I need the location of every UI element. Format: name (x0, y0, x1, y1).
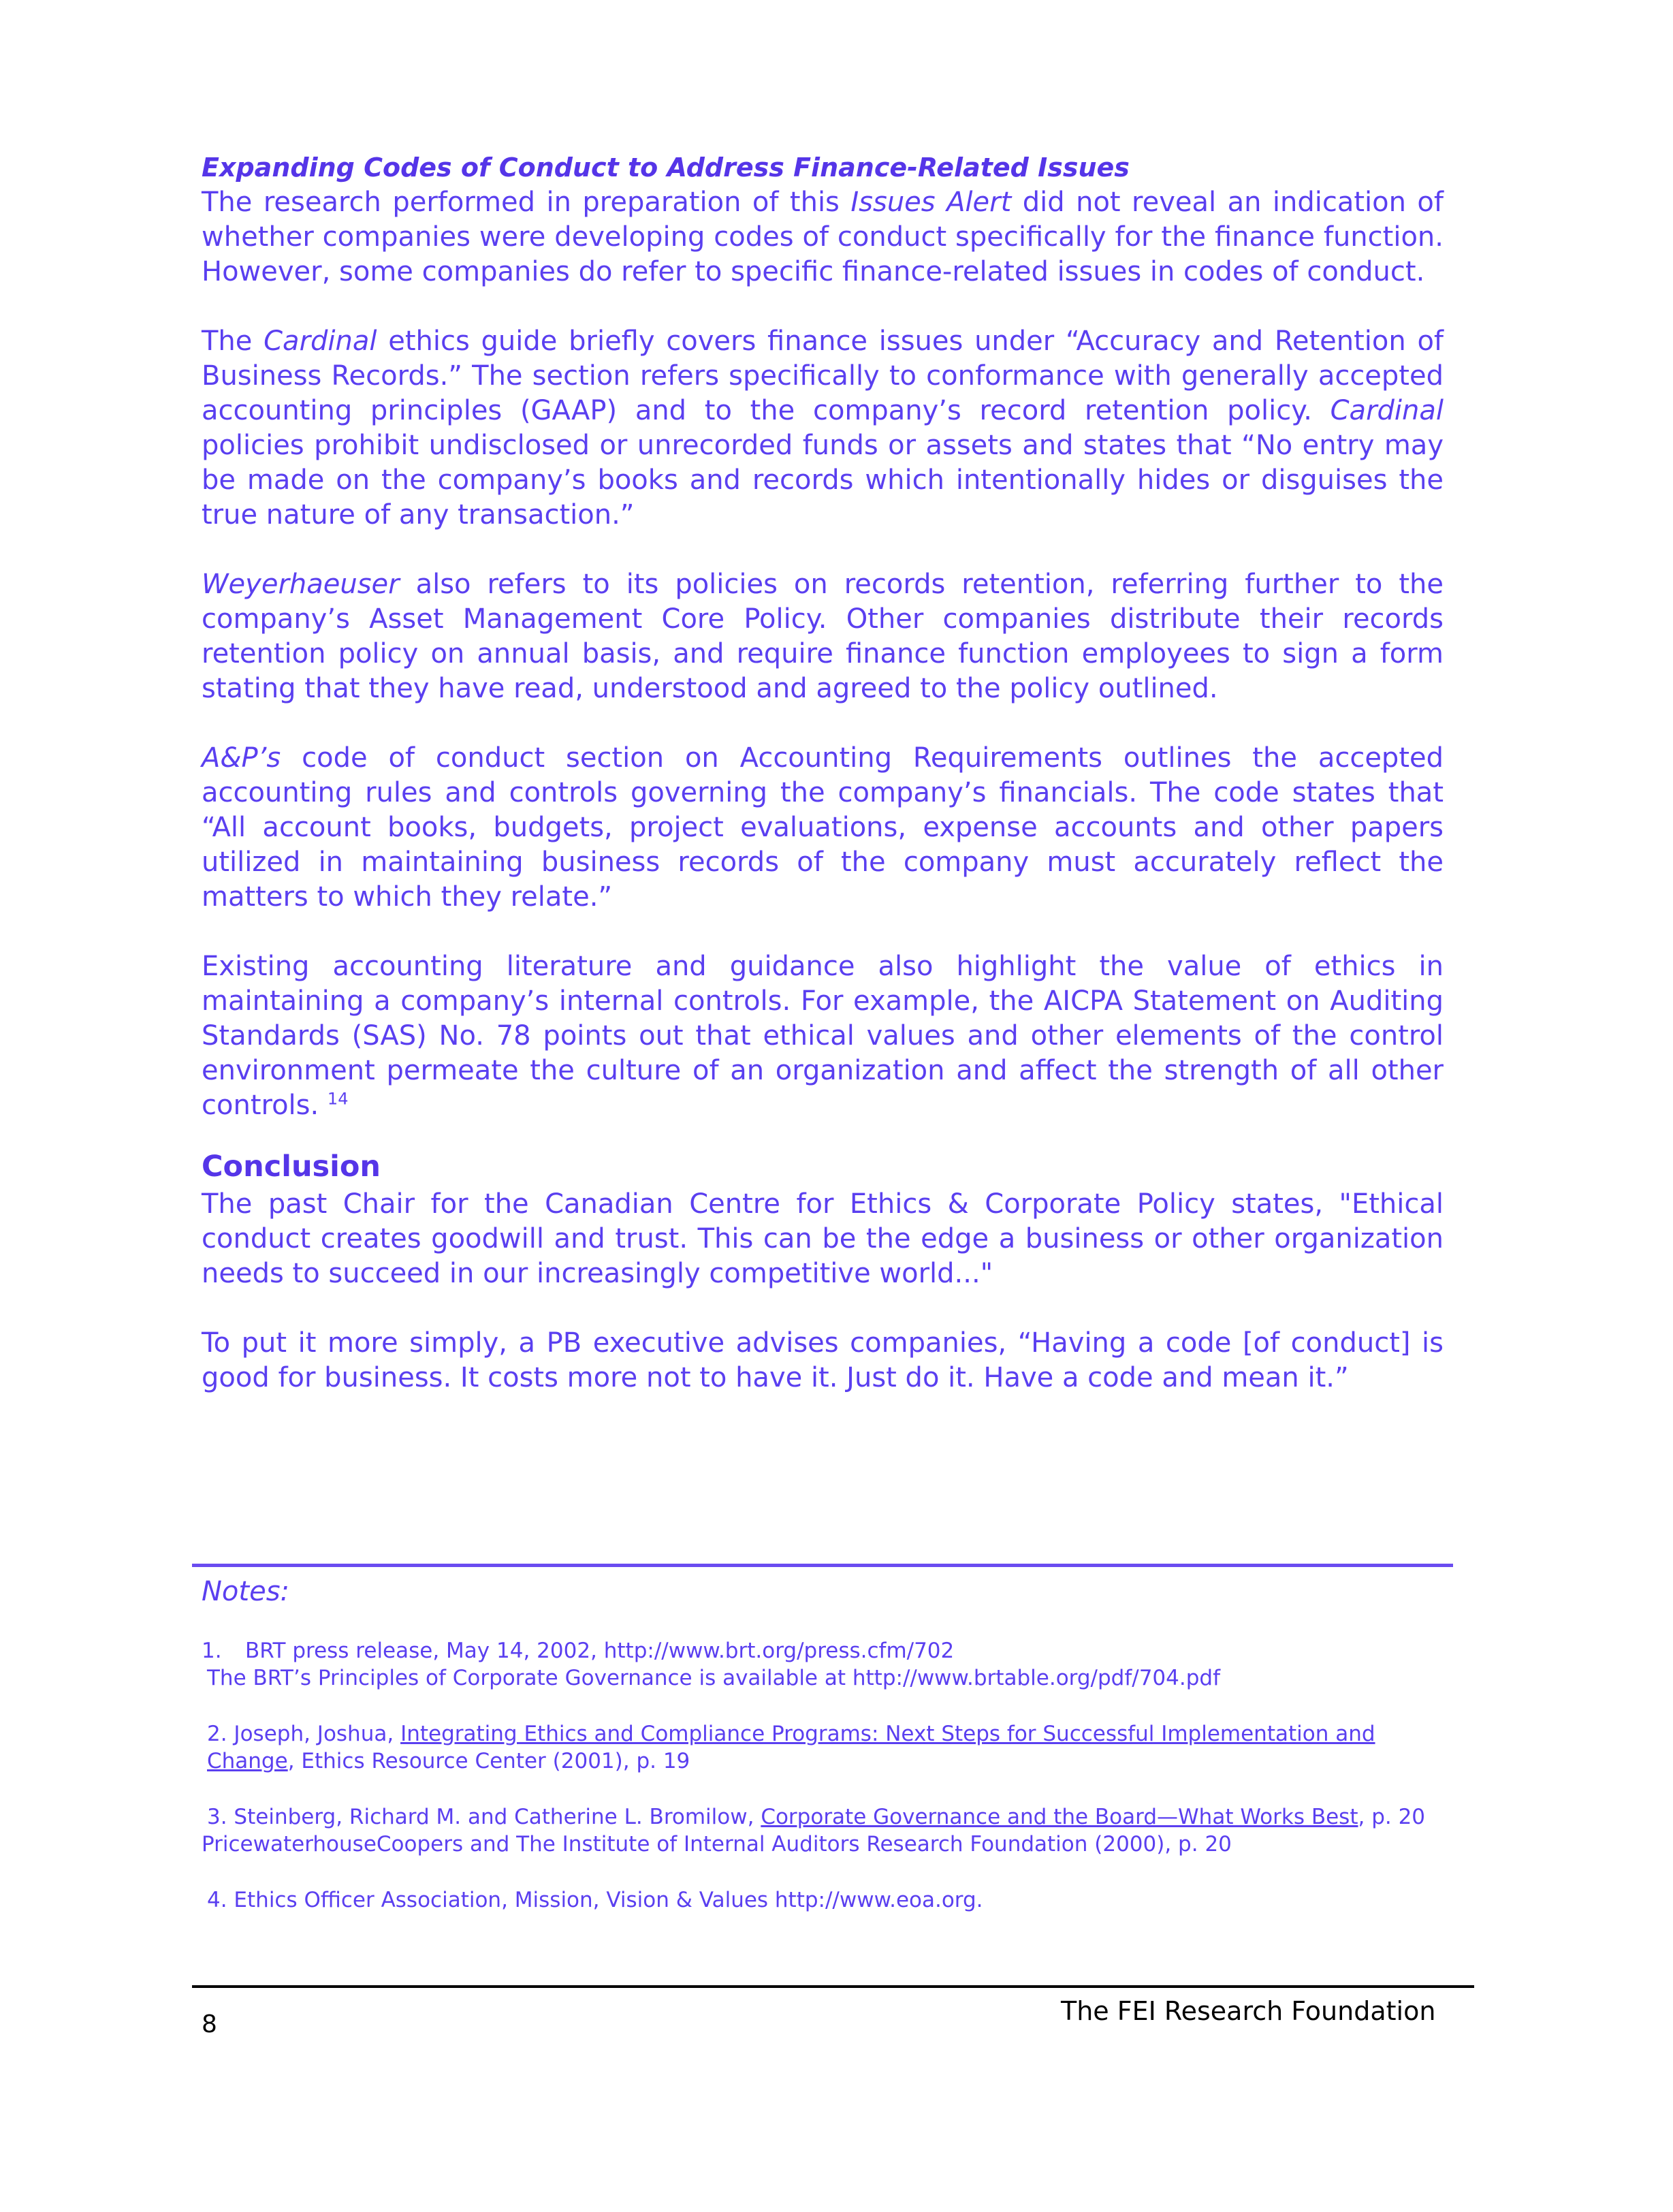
conclusion-heading: Conclusion (202, 1150, 381, 1184)
paragraph-accounting-literature (202, 949, 1444, 1123)
note-citation-title: Integrating Ethics and Compliance Programs: Next Steps for Successful Implementation and Change (207, 1722, 1375, 1773)
paragraph-ap (202, 741, 1444, 915)
paragraph-issues-alert (202, 185, 1444, 289)
paragraph-conclusion-quote: The past Chair for the Canadian Centre for Ethics & Corporate Policy states, "Ethical conduct creates goodwill and trust. This can be the edge a business or other organization needs to succeed in our increasingly competitive world..." (202, 1188, 1444, 1289)
note-4: 4. Ethics Officer Association, Mission, Vision & Values http://www.eoa.org. (207, 1888, 983, 1912)
notes-label: Notes: (202, 1576, 290, 1607)
note-text: , Ethics Resource Center (2001), p. 19 (287, 1749, 690, 1773)
note-1-line-2: The BRT’s Principles of Corporate Governance is available at http://www.brtable.org/pdf/704.pdf (207, 1666, 1220, 1690)
note-text: BRT press release, May 14, 2002, http://www.brt.org/press.cfm/702 (245, 1639, 955, 1663)
note-2 (202, 1720, 1427, 1775)
text-run: policies prohibit undisclosed or unrecorded funds or assets and states that “No entry may be made on the company’s books and records which intentionally hides or disguises the true nature of any transaction.” (202, 430, 1444, 531)
text-run: also refers to its policies on records retention, referring further to the company’s Asset Management Core Policy. Other companies distribute their records retention policy on annual basis, and require finance function employees to sign a form stating that they have read, understood and agreed to the policy outlined. (202, 569, 1444, 704)
footnote-reference: 14 (327, 1089, 349, 1109)
page-number: 8 (202, 2010, 217, 2038)
note-number: 1. (202, 1639, 222, 1663)
text-run-italic: Cardinal (264, 326, 377, 357)
text-run: ethics guide briefly covers finance issues under “Accuracy and Retention of Business Records.” The section refers specifically to conformance with generally accepted accounting principles (GAAP) and to the company’s record retention policy. (202, 326, 1444, 426)
main-content (202, 150, 1444, 1430)
text-run: The research performed in preparation of this (202, 187, 851, 218)
note-text: 3. Steinberg, Richard M. and Catherine L. Bromilow, (207, 1805, 761, 1829)
footer-organization: The FEI Research Foundation (1061, 1996, 1436, 2026)
paragraph-conclusion-simply: To put it more simply, a PB executive advises companies, “Having a code [of conduct] is good for business. It costs more not to have it. Just do it. Have a code and mean it.” (202, 1327, 1444, 1393)
paragraph-weyerhaeuser (202, 567, 1444, 706)
text-run: did not reveal an indication of whether companies were developing codes of conduct specifically for the finance function. However, some companies do refer to specific finance-related issues in codes of conduct. (202, 187, 1444, 287)
note-citation-title: Corporate Governance and the Board—What Works Best (761, 1805, 1358, 1829)
notes-section (202, 1573, 1427, 1942)
notes-divider (192, 1564, 1453, 1567)
text-run: The (202, 326, 264, 357)
text-run-italic: Cardinal (1330, 395, 1444, 426)
text-run: code of conduct section on Accounting Requirements outlines the accepted accounting rules and controls governing the company’s financials. The code states that “All account books, budgets, project evaluations, expense accounts and other papers utilized in maintaining business records of the company must accurately reflect the matters to which they relate.” (202, 742, 1444, 913)
text-run-italic: Weyerhaeuser (202, 569, 400, 600)
note-1 (202, 1637, 1427, 1692)
section-heading: Expanding Codes of Conduct to Address Finance-Related Issues (202, 153, 1130, 183)
paragraph-cardinal (202, 324, 1444, 533)
note-text: 2. Joseph, Joshua, (207, 1722, 401, 1746)
text-run-italic: A&P’s (202, 742, 281, 774)
note-1-line-1 (202, 1637, 1427, 1664)
text-run-italic: Issues Alert (850, 187, 1012, 218)
note-text: , p. 20 PricewaterhouseCoopers and The Institute of Internal Auditors Research Foundation (2000), p. 20 (202, 1805, 1426, 1856)
text-run: Existing accounting literature and guidance also highlight the value of ethics in maintaining a company’s internal controls. For example, the AICPA Statement on Auditing Standards (SAS) No. 78 points out that ethical values and other elements of the control environment permeate the culture of an organization and affect the strength of all other controls. (202, 951, 1444, 1121)
note-3 (202, 1803, 1427, 1858)
footer-divider (192, 1985, 1474, 1988)
